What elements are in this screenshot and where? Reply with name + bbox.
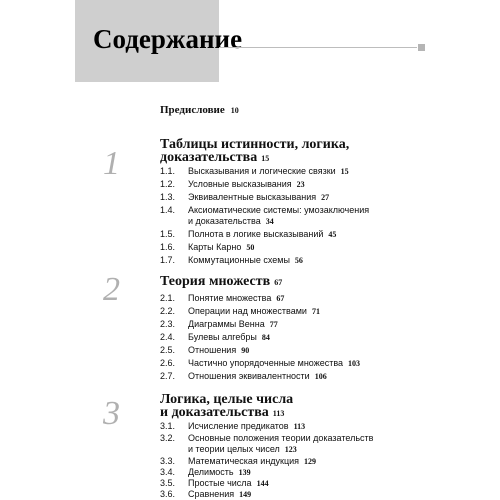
section-number: 1.1. <box>160 166 176 176</box>
section-title: Карты Карно <box>188 242 242 252</box>
section-number: 2.1. <box>160 293 176 303</box>
section-title: Основные положения теории доказательств <box>188 433 374 443</box>
chapter-title[interactable] <box>160 275 400 289</box>
header-rule <box>219 47 417 48</box>
page-number: 45 <box>328 230 337 239</box>
chapter-numeral: 3 <box>103 395 120 432</box>
preface-label: Предисловие <box>160 104 225 116</box>
section-number: 2.6. <box>160 358 176 368</box>
chapter-numeral: 1 <box>103 145 120 182</box>
section-number: 3.2. <box>160 433 176 443</box>
page-number: 84 <box>261 333 270 342</box>
section-title: Математическая индукция <box>188 456 300 466</box>
page-number: 10 <box>230 106 239 115</box>
section-number: 3.3. <box>160 456 176 466</box>
section-title-continued: и теории целых чисел <box>188 444 280 454</box>
page-number: 67 <box>276 294 285 303</box>
page-number: 27 <box>321 193 330 202</box>
page-title: Содержание <box>93 24 243 54</box>
page-number: 50 <box>246 243 255 252</box>
page-number: 15 <box>340 167 349 176</box>
page-number: 139 <box>238 468 251 477</box>
section-title: Эквивалентные высказывания <box>188 192 317 202</box>
section-number: 2.4. <box>160 332 176 342</box>
section-number: 1.6. <box>160 242 176 252</box>
section-number: 3.1. <box>160 421 176 431</box>
section-number: 3.5. <box>160 478 176 488</box>
section-title: Делимость <box>188 467 234 477</box>
section-number: 1.3. <box>160 192 176 202</box>
chapter-title[interactable] <box>160 138 400 165</box>
page-number: 56 <box>294 256 303 265</box>
section-title: Сравнения <box>188 489 235 499</box>
page-number: 71 <box>311 307 320 316</box>
section-number: 1.2. <box>160 179 176 189</box>
page-number: 106 <box>314 372 327 381</box>
page-number: 103 <box>348 359 361 368</box>
chapter-title[interactable] <box>160 393 400 420</box>
section-title: Понятие множества <box>188 293 272 303</box>
page-number: 67 <box>274 278 283 287</box>
page-number: 113 <box>272 409 285 418</box>
section-number: 2.2. <box>160 306 176 316</box>
section-number: 2.7. <box>160 371 176 381</box>
section-title: Отношения <box>188 345 237 355</box>
section-title: Булевы алгебры <box>188 332 257 342</box>
chapter-title-line: доказательства <box>160 150 258 165</box>
section-number: 1.5. <box>160 229 176 239</box>
chapter-numeral: 2 <box>103 271 120 308</box>
section-number: 3.6. <box>160 489 176 499</box>
section-number: 2.3. <box>160 319 176 329</box>
page-number: 34 <box>265 217 274 226</box>
chapter-title-line: и доказательства <box>160 405 269 420</box>
page-number: 23 <box>296 180 305 189</box>
header-square-marker <box>418 44 425 51</box>
page-number: 123 <box>284 445 297 454</box>
section-number: 2.5. <box>160 345 176 355</box>
section-title: Операции над множествами <box>188 306 307 316</box>
chapter-title-line: Таблицы истинности, логика, <box>160 137 350 152</box>
page-number: 144 <box>256 479 269 488</box>
chapter-title-line: Логика, целые числа <box>160 392 294 407</box>
page-number: 129 <box>304 457 317 466</box>
section-number: 1.7. <box>160 255 176 265</box>
section-title-continued: и доказательства <box>188 216 261 226</box>
page-number: 15 <box>261 154 270 163</box>
toc-entry-preface[interactable] <box>160 104 239 116</box>
section-number: 1.4. <box>160 205 176 215</box>
section-title: Аксиоматические системы: умозаключения <box>188 205 370 215</box>
section-title: Исчисление предикатов <box>188 421 289 431</box>
page-number: 90 <box>241 346 250 355</box>
page-number: 149 <box>239 490 252 499</box>
page-number: 77 <box>269 320 278 329</box>
section-title: Коммутационные схемы <box>188 255 290 265</box>
section-title: Высказывания и логические связки <box>188 166 336 176</box>
section-title: Условные высказывания <box>188 179 292 189</box>
section-title: Простые числа <box>188 478 252 488</box>
section-title: Диаграммы Венна <box>188 319 265 329</box>
section-title: Полнота в логике высказываний <box>188 229 324 239</box>
section-title: Отношения эквивалентности <box>188 371 310 381</box>
section-number: 3.4. <box>160 467 176 477</box>
chapter-title-line: Теория множеств <box>160 274 271 289</box>
section-title: Частично упорядоченные множества <box>188 358 344 368</box>
page-number: 113 <box>293 422 306 431</box>
